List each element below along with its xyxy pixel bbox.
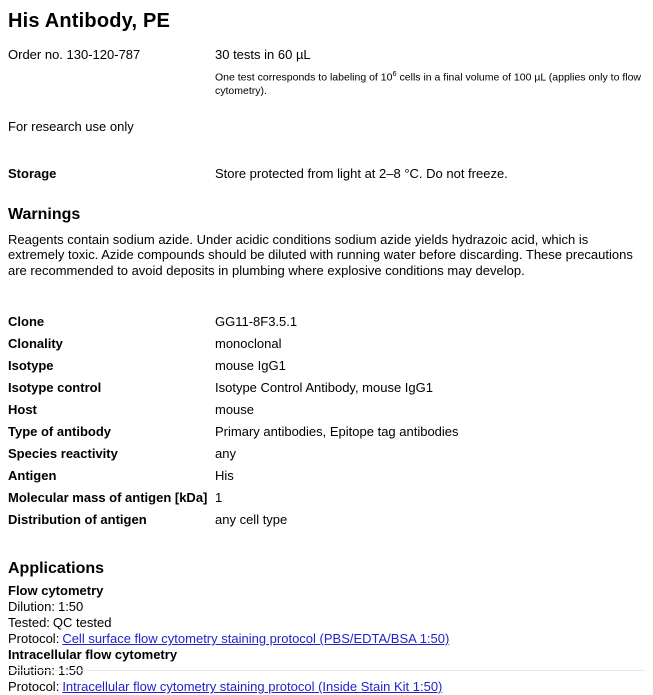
detail-value: 1:50 <box>57 599 84 614</box>
property-label: Type of antibody <box>8 424 112 439</box>
warnings-text: Reagents contain sodium azide. Under acidic conditions sodium azide yields hydrazoic acid, which is extremely toxic. Azide compounds should be diluted with running water before discarding. These precautions are recommended to avoid deposits in plumbing where explosive conditions may develop. <box>8 231 633 278</box>
property-value: Isotype Control Antibody, mouse IgG1 <box>215 380 433 395</box>
property-value: mouse IgG1 <box>215 358 286 373</box>
application-detail-line <box>8 599 645 615</box>
storage-label: Storage <box>8 165 57 181</box>
property-row <box>8 402 645 424</box>
applications-list <box>8 583 645 695</box>
property-value: 1 <box>215 490 223 505</box>
detail-label: Dilution: <box>8 663 55 678</box>
detail-label: Tested: <box>8 615 50 630</box>
property-label: Clonality <box>8 336 63 351</box>
product-size-cell <box>215 47 645 98</box>
bottom-divider <box>8 670 645 671</box>
property-label: Clone <box>8 314 45 329</box>
properties-table <box>8 314 645 534</box>
property-row <box>8 380 645 402</box>
warnings-heading: Warnings <box>8 205 81 223</box>
application-detail-line <box>8 663 645 679</box>
protocol-link[interactable]: Intracellular flow cytometry staining protocol (Inside Stain Kit 1:50) <box>62 679 443 694</box>
property-label: Isotype <box>8 358 54 373</box>
property-label: Distribution of antigen <box>8 512 147 527</box>
page-title: His Antibody, PE <box>8 10 171 32</box>
application-name: Intracellular flow cytometry <box>8 647 178 662</box>
protocol-link[interactable]: Cell surface flow cytometry staining protocol (PBS/EDTA/BSA 1:50) <box>62 631 450 646</box>
property-row <box>8 512 645 534</box>
property-value: mouse <box>215 402 255 417</box>
applications-section <box>8 559 645 695</box>
research-use-note: For research use only <box>8 118 134 134</box>
order-number: Order no. 130-120-787 <box>8 47 141 62</box>
storage-value: Store protected from light at 2–8 °C. Do not freeze. <box>215 165 508 181</box>
property-label: Species reactivity <box>8 446 118 461</box>
storage-row <box>8 166 645 182</box>
property-row <box>8 468 645 490</box>
detail-label: Protocol: <box>8 631 60 646</box>
application-detail-line <box>8 679 645 695</box>
property-label: Isotype control <box>8 380 102 395</box>
detail-value: 1:50 <box>57 663 84 678</box>
property-value: GG11-8F3.5.1 <box>215 314 298 329</box>
property-row <box>8 446 645 468</box>
property-row <box>8 490 645 512</box>
order-row <box>8 47 645 98</box>
application-detail-line <box>8 631 645 647</box>
property-value: Primary antibodies, Epitope tag antibodies <box>215 424 459 439</box>
product-size: 30 tests in 60 µL <box>215 47 311 62</box>
property-row <box>8 314 645 336</box>
application-detail-line <box>8 615 645 631</box>
property-value: any <box>215 446 236 461</box>
applications-heading: Applications <box>8 560 105 577</box>
property-row <box>8 336 645 358</box>
property-value: His <box>215 468 234 483</box>
property-label: Host <box>8 402 37 417</box>
property-label: Molecular mass of antigen [kDa] <box>8 490 208 505</box>
property-row <box>8 424 645 446</box>
detail-label: Dilution: <box>8 599 55 614</box>
size-note: One test corresponds to labeling of $10^6$ cells in a final volume of 100 µL (applies only to flow cytometry). <box>215 69 641 97</box>
property-label: Antigen <box>8 468 57 483</box>
detail-label: Protocol: <box>8 679 60 694</box>
property-value: any cell type <box>215 512 288 527</box>
property-row <box>8 358 645 380</box>
application-name: Flow cytometry <box>8 583 104 598</box>
property-value: monoclonal <box>215 336 282 351</box>
superscript-exponent: 6 <box>392 69 397 78</box>
detail-value: QC tested <box>52 615 112 630</box>
